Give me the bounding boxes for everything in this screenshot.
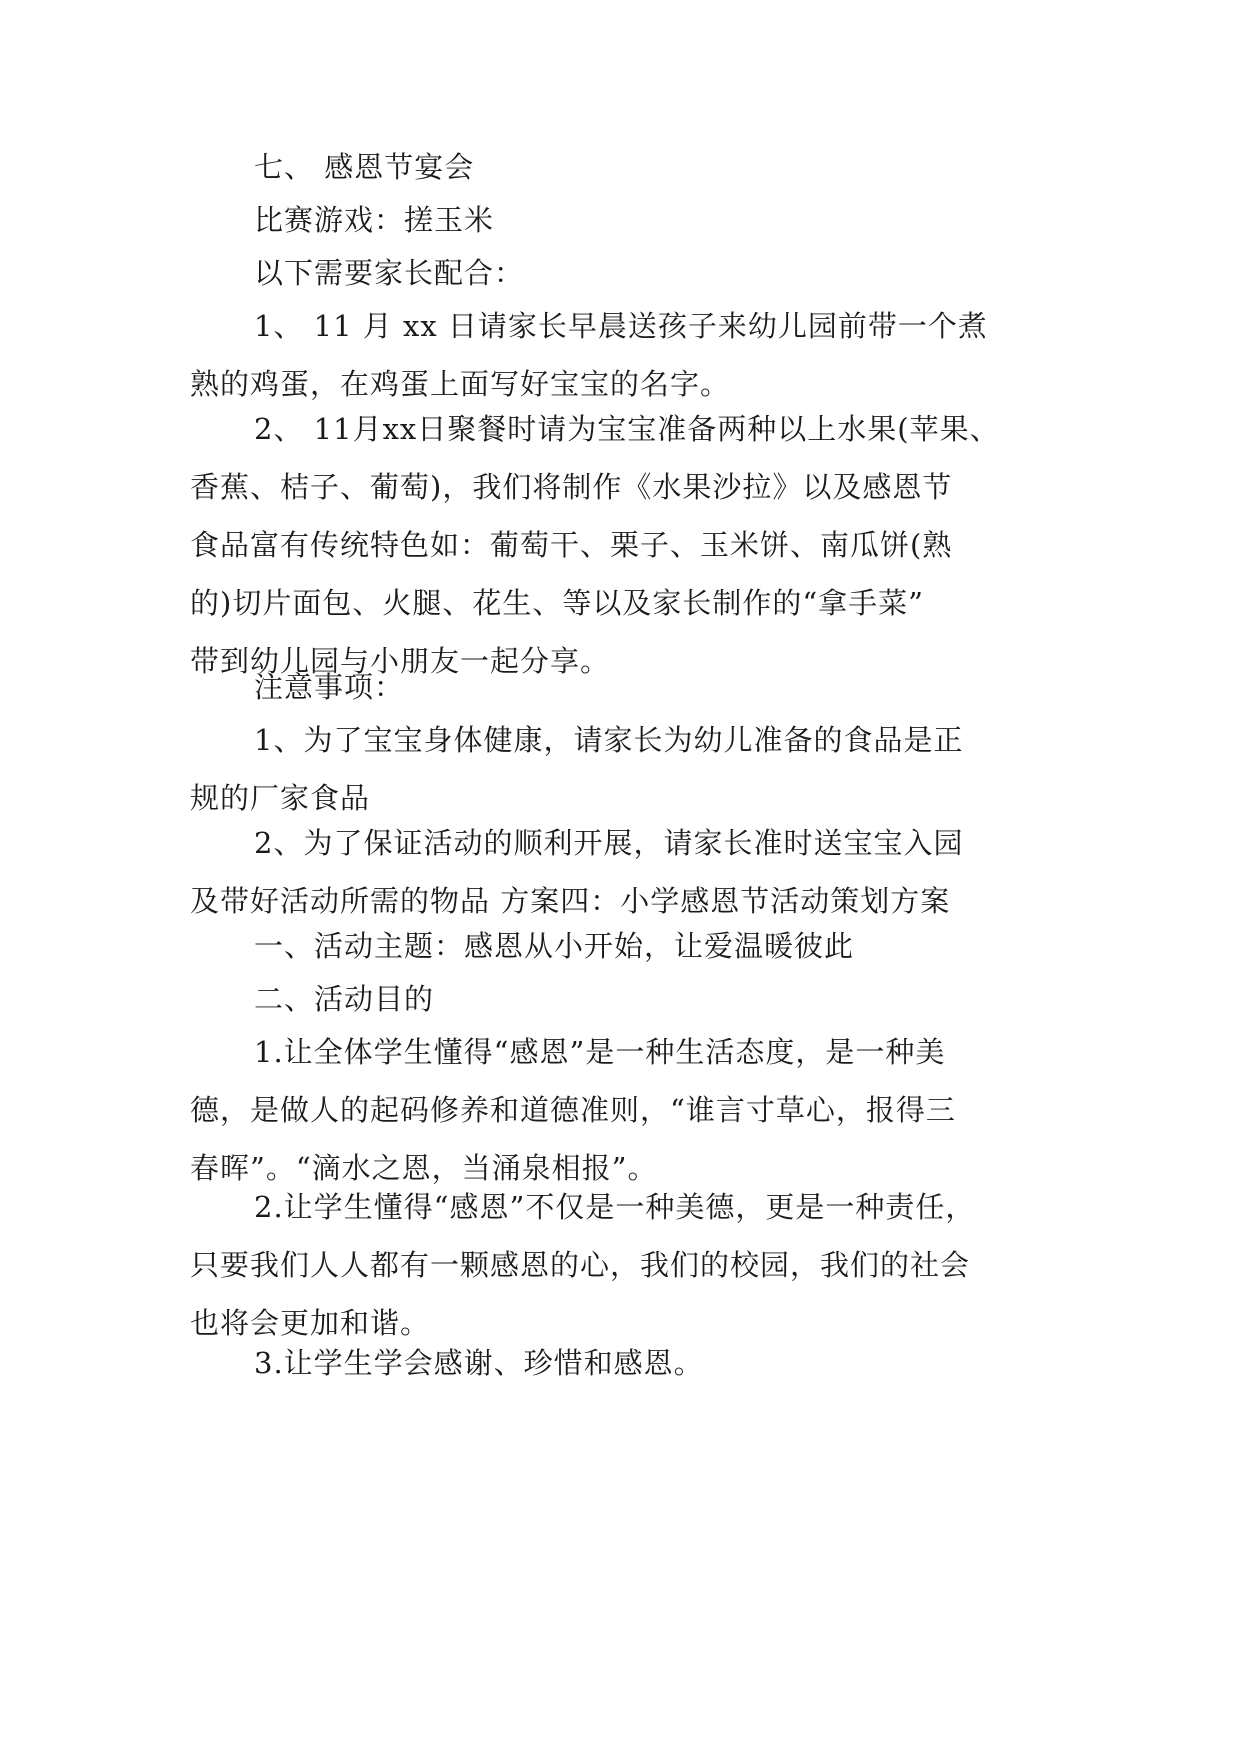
text-line: 熟的鸡蛋，在鸡蛋上面写好宝宝的名字。 [190,367,731,401]
text-line: 1、 11 月 xx 日请家长早晨送孩子来幼儿园前带一个煮 [254,309,988,343]
paragraph-purpose-heading [190,970,1050,1028]
text-line: 比赛游戏：搓玉米 [254,203,495,237]
text-line: 一、活动主题：感恩从小开始，让爱温暖彼此 [254,929,855,963]
text-line: 带到幼儿园与小朋友一起分享。 [190,644,611,678]
text-line: 的)切片面包、火腿、花生、等以及家长制作的“拿手菜” [190,586,924,620]
paragraph-item-2 [190,400,1050,690]
text-line: 1.让全体学生懂得“感恩”是一种生活态度，是一种美 [254,1035,946,1069]
paragraph-parent-cooperation [190,244,1050,302]
section-heading-banquet [190,138,1050,196]
text-line: 2、为了保证活动的顺利开展，请家长准时送宝宝入园 [254,826,964,860]
paragraph-purpose-2 [190,1178,1050,1352]
text-line: 2.让学生懂得“感恩”不仅是一种美德，更是一种责任， [254,1190,976,1224]
text-line: 注意事项： [254,670,405,704]
paragraph-note-1 [190,711,1050,827]
text-line: 食品富有传统特色如：葡萄干、栗子、玉米饼、南瓜饼(熟 [190,528,953,562]
paragraph-purpose-1 [190,1023,1050,1197]
text-line: 香蕉、桔子、葡萄)，我们将制作《水果沙拉》以及感恩节 [190,470,953,504]
paragraph-notes-heading [190,658,1050,716]
paragraph-note-2 [190,814,1050,930]
text-line: 也将会更加和谐。 [190,1306,431,1340]
text-line: 以下需要家长配合： [254,256,525,290]
text-line: 七、 感恩节宴会 [254,150,475,184]
text-line: 二、活动目的 [254,982,435,1016]
text-line: 1、为了宝宝身体健康，请家长为幼儿准备的食品是正 [254,723,964,757]
text-line: 规的厂家食品 [190,781,371,815]
text-line: 3.让学生学会感谢、珍惜和感恩。 [254,1346,704,1380]
text-line: 及带好活动所需的物品 方案四：小学感恩节活动策划方案 [190,884,951,918]
paragraph-purpose-3 [190,1334,1050,1392]
paragraph-item-1 [190,297,1050,413]
text-line: 德，是做人的起码修养和道德准则，“谁言寸草心，报得三 [190,1093,956,1127]
text-line: 只要我们人人都有一颗感恩的心，我们的校园，我们的社会 [190,1248,971,1282]
text-line: 2、 11月xx日聚餐时请为宝宝准备两种以上水果(苹果、 [254,412,1000,446]
text-line: 春晖”。“滴水之恩，当涌泉相报”。 [190,1151,658,1185]
paragraph-game [190,191,1050,249]
paragraph-theme [190,917,1050,975]
